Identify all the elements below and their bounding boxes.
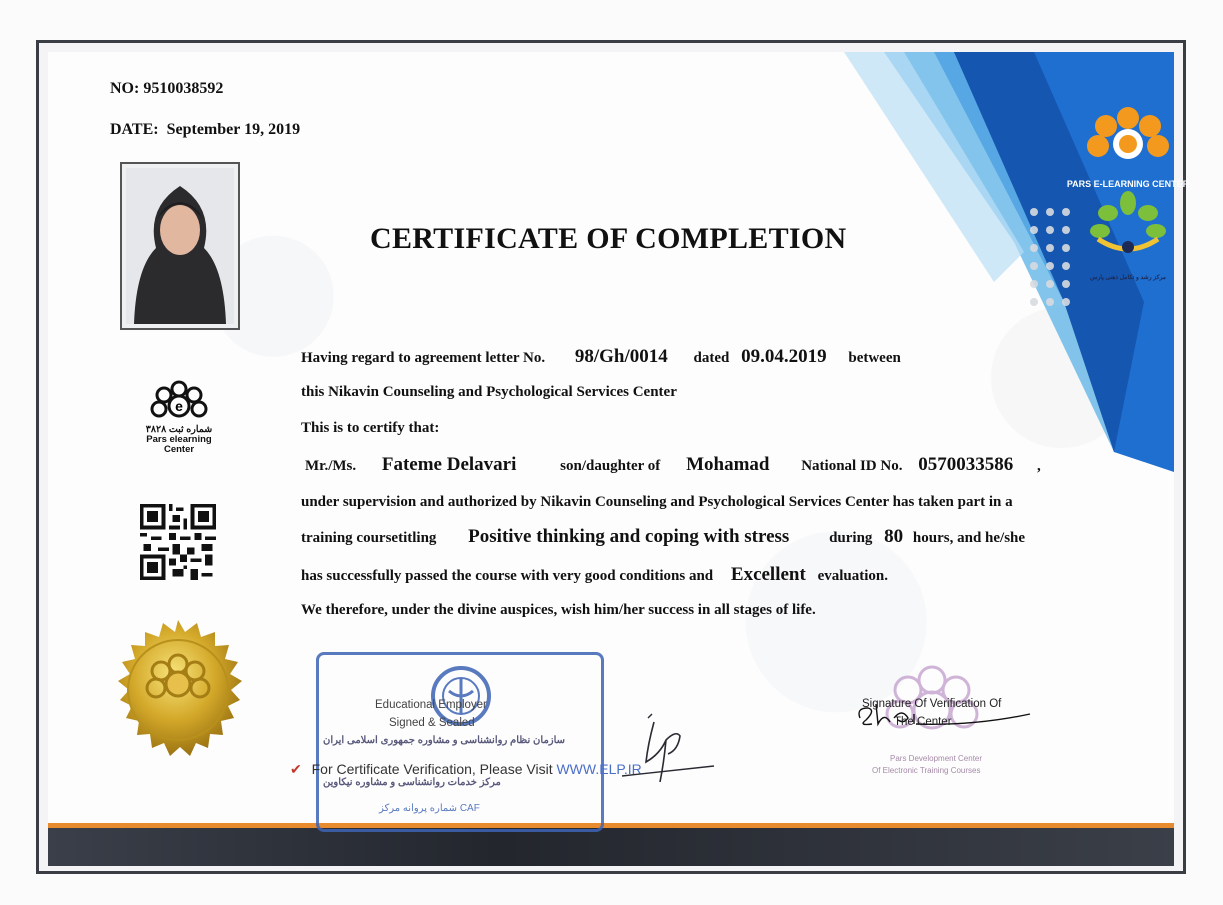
pars-badge-center: Center: [163, 444, 195, 455]
pars-flower-icon: [149, 380, 209, 420]
pars-logo: [1063, 104, 1193, 281]
pars-badge-reg: شماره ثبت ۳۸۲۸: [145, 424, 213, 435]
certificate-title: CERTIFICATE OF COMPLETION: [370, 222, 847, 255]
letter-date: 09.04.2019: [741, 346, 827, 367]
educational-employer-stamp: [316, 652, 604, 832]
line-supervision: under supervision and authorized by Nikavin Counseling and Psychological Services Center has taken part in a: [301, 494, 1013, 510]
center-signature: [852, 660, 1042, 780]
qr-code-icon[interactable]: [140, 504, 216, 580]
recipient-name: Fateme Delavari: [381, 454, 517, 475]
line-certify: This is to certify that:: [301, 420, 440, 436]
certificate-date: [110, 121, 300, 139]
logo-subcaption: مرکز رشد و تکامل ذهنی پارس: [1090, 275, 1166, 281]
stamp-line-1: Educational Employer: [375, 699, 487, 711]
flower-logo-icon: [1078, 104, 1178, 174]
line-recipient: [305, 454, 1041, 476]
text: has successfully passed the course with very good conditions and: [301, 568, 714, 584]
text: between: [848, 350, 901, 366]
date-label: DATE:: [110, 121, 159, 138]
gold-seal-icon: [98, 618, 258, 778]
national-id: 0570033586: [918, 454, 1014, 475]
text: during: [829, 530, 873, 546]
svg-text:e: e: [175, 398, 183, 414]
certificate-number: [110, 80, 223, 98]
signature-caption-1: Signature Of Verification Of: [862, 698, 1002, 710]
line-wish: We therefore, under the divine auspices, wish him/her success in all stages of life.: [301, 602, 816, 618]
text: Having regard to agreement letter No.: [301, 350, 546, 366]
evaluation-grade: Excellent: [730, 564, 806, 585]
text: dated: [693, 350, 730, 366]
signature-sub-2: Of Electronic Training Courses: [872, 766, 981, 775]
number-value: 9510038592: [143, 80, 224, 97]
text: training coursetitling: [301, 530, 437, 546]
course-title: Positive thinking and coping with stress: [468, 526, 790, 547]
line-agreement: [301, 346, 901, 368]
verification-note: [290, 761, 642, 778]
text: Mr./Ms.: [305, 458, 357, 474]
number-label: NO:: [110, 80, 140, 97]
signature-caption-2: The Center: [894, 716, 952, 728]
signature-sub-1: Pars Development Center: [890, 754, 983, 763]
stamp-fa-line-1: سازمان نظام روانشناسی و مشاوره جمهوری اسلامی ایران: [323, 735, 566, 746]
pars-elearning-badge: [134, 380, 224, 460]
pars-badge-name: Pars elearning: [146, 434, 212, 445]
portrait-icon: [126, 168, 234, 324]
verification-text: For Certificate Verification, Please Visit: [311, 761, 553, 777]
signature-left-icon: [618, 710, 718, 790]
text: National ID No.: [801, 458, 903, 474]
text: ,: [1036, 458, 1041, 474]
father-name: Mohamad: [686, 454, 770, 475]
tree-logo-icon: [1078, 189, 1178, 269]
recipient-photo: [120, 162, 240, 330]
line-center: this Nikavin Counseling and Psychological Services Center: [301, 384, 677, 400]
verification-link[interactable]: WWW.ELP.IR: [556, 761, 642, 777]
text: hours, and he/she: [912, 530, 1026, 546]
stamp-line-2: Signed & Sealed: [389, 717, 475, 729]
letter-number: 98/Gh/0014: [574, 346, 668, 367]
checkmark-icon: ✔: [290, 761, 302, 777]
stamp-fa-line-3: شماره پروانه مرکز CAF: [379, 803, 480, 814]
line-course: [301, 526, 1025, 548]
logo-caption: PARS E-LEARNING CENTER: [1066, 179, 1190, 189]
bottom-band: [48, 828, 1174, 866]
date-value: September 19, 2019: [166, 121, 301, 138]
text: son/daughter of: [560, 458, 661, 474]
line-evaluation: [301, 564, 888, 586]
text: evaluation.: [817, 568, 889, 584]
course-hours: 80: [884, 526, 904, 547]
stamp-fa-line-2: مرکز خدمات روانشناسی و مشاوره نیکاوین: [323, 777, 501, 788]
